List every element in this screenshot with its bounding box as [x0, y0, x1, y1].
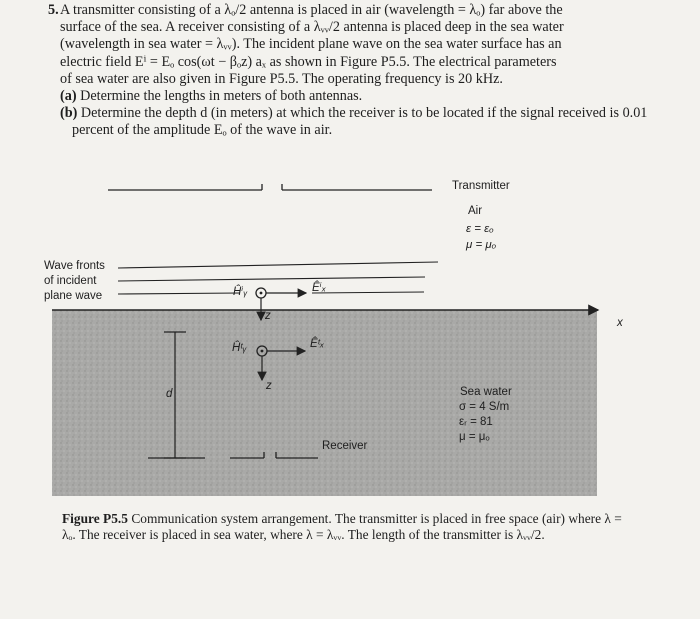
transmitter-label: Transmitter: [452, 180, 510, 192]
air-epsilon: ε = εₒ: [466, 223, 494, 235]
air-mu: μ = μₒ: [466, 239, 497, 251]
part-b-label: (b): [60, 105, 78, 122]
part-b: [60, 105, 660, 139]
sea-mu: μ = μₒ: [459, 431, 490, 443]
problem-line-5: of sea water are also given in Figure P5.5. The operating frequency is 20 kHz.: [60, 70, 503, 87]
problem-line-2: surface of the sea. A receiver consisting of a λᵥᵥ/2 antenna is placed deep in the sea water: [60, 19, 564, 36]
air-label: Air: [468, 205, 483, 217]
sea-sigma: σ = 4 S/m: [459, 401, 510, 413]
sea-water-region: [52, 310, 597, 496]
part-a-label: (a): [60, 88, 77, 105]
problem-number: 5.: [48, 2, 59, 18]
x-axis-label: x: [617, 317, 623, 329]
transmitted-z-label: z: [266, 380, 272, 392]
problem-statement: [48, 2, 660, 140]
wave-fronts: [118, 262, 438, 294]
problem-line-4: electric field Eⁱ = Eₒ cos(ωt − βₒz) aₓ as shown in Figure P5.5. The electrical parameters: [60, 53, 557, 70]
sea-epsilon: εᵣ = 81: [459, 416, 493, 428]
transmitter-antenna: [108, 184, 432, 190]
figure-p5-5: [0, 160, 700, 500]
incident-e-label: Êⁱₓ: [312, 282, 327, 294]
incident-h-label: Ĥⁱᵧ: [233, 286, 248, 298]
part-a: [60, 88, 660, 105]
part-b-text: Determine the depth d (in meters) at which the receiver is to be located if the signal received is 0.01 percent of the amplitude Eₒ of the wave in air.: [72, 105, 648, 139]
wave-fronts-label-line-3: plane wave: [44, 290, 103, 302]
receiver-label: Receiver: [322, 440, 368, 452]
transmitted-e-label: Êᵗₓ: [310, 338, 325, 350]
part-a-text: Determine the lengths in meters of both antennas.: [80, 88, 363, 105]
incident-z-label: z: [265, 310, 271, 322]
wave-fronts-label-line-1: Wave fronts: [44, 260, 105, 272]
wave-fronts-label-line-2: of incident: [44, 275, 97, 287]
caption-text: Communication system arrangement. The transmitter is placed in free space (air) where λ = λₒ. The receiver is placed in sea water, where λ = λᵥᵥ. The length of the transmitter is λᵥᵥ/2.: [62, 511, 622, 542]
caption-label: Figure P5.5: [62, 511, 128, 526]
problem-line-1: A transmitter consisting of a λₒ/2 antenna is placed in air (wavelength = λₒ) far above the: [60, 2, 563, 18]
transmitted-h-label: Ĥᵗᵧ: [232, 342, 247, 354]
sea-water-label: Sea water: [460, 386, 512, 398]
figure-caption: [62, 511, 622, 543]
depth-label: d: [166, 388, 173, 400]
problem-line-3: (wavelength in sea water = λᵥᵥ). The incident plane wave on the sea water surface has an: [60, 36, 562, 53]
